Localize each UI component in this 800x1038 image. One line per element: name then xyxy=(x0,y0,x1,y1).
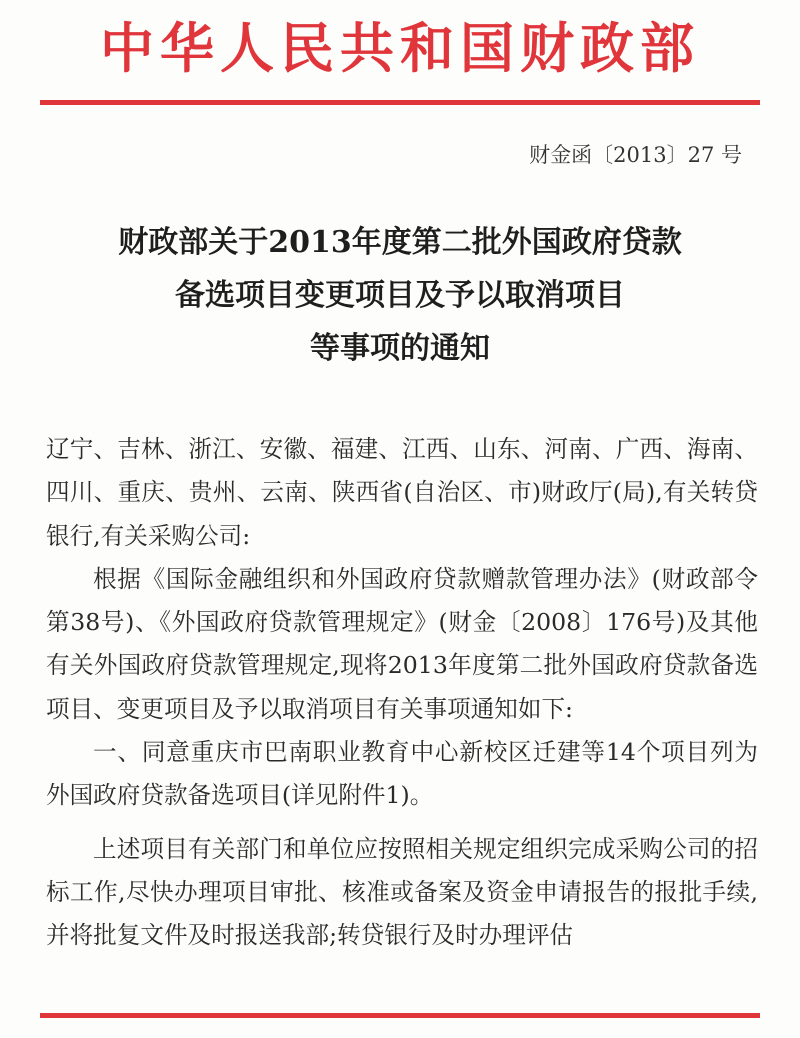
document-number: 财金函〔2013〕27 号 xyxy=(529,143,742,167)
title-line-3: 等事项的通知 xyxy=(310,331,490,366)
footer-red-rule xyxy=(40,1013,760,1018)
document-body xyxy=(46,428,758,958)
body-paragraph-2: 一、同意重庆市巴南职业教育中心新校区迁建等14个项目列为外国政府贷款备选项目(详见附件1)。 xyxy=(46,738,758,810)
title-line-2: 备选项目变更项目及予以取消项目 xyxy=(175,278,625,313)
addressee-paragraph: 辽宁、吉林、浙江、安徽、福建、江西、山东、河南、广西、海南、四川、重庆、贵州、云南、陕西省(自治区、市)财政厅(局),有关转贷银行,有关采购公司: xyxy=(46,435,758,550)
paragraph-gap xyxy=(46,818,758,828)
masthead: 中华人民共和国财政部 xyxy=(100,16,700,80)
body-paragraph-3: 上述项目有关部门和单位应按照相关规定组织完成采购公司的招标工作,尽快办理项目审批、核准或备案及资金申请报告的报批手续,并将批复文件及时报送我部;转贷银行及时办理评估 xyxy=(46,834,758,950)
title-line-1: 财政部关于2013年度第二批外国政府贷款 xyxy=(118,225,682,260)
body-paragraph-1: 根据《国际金融组织和外国政府贷款赠款管理办法》(财政部令第38号)、《外国政府贷款管理规定》(财金〔2008〕176号)及其他有关外国政府贷款管理规定,现将2013年度第二批外国政府贷款备选项目、变更项目及予以取消项目有关事项通知如下: xyxy=(46,564,758,723)
document-title xyxy=(40,216,760,375)
masthead-red-rule xyxy=(40,100,760,105)
